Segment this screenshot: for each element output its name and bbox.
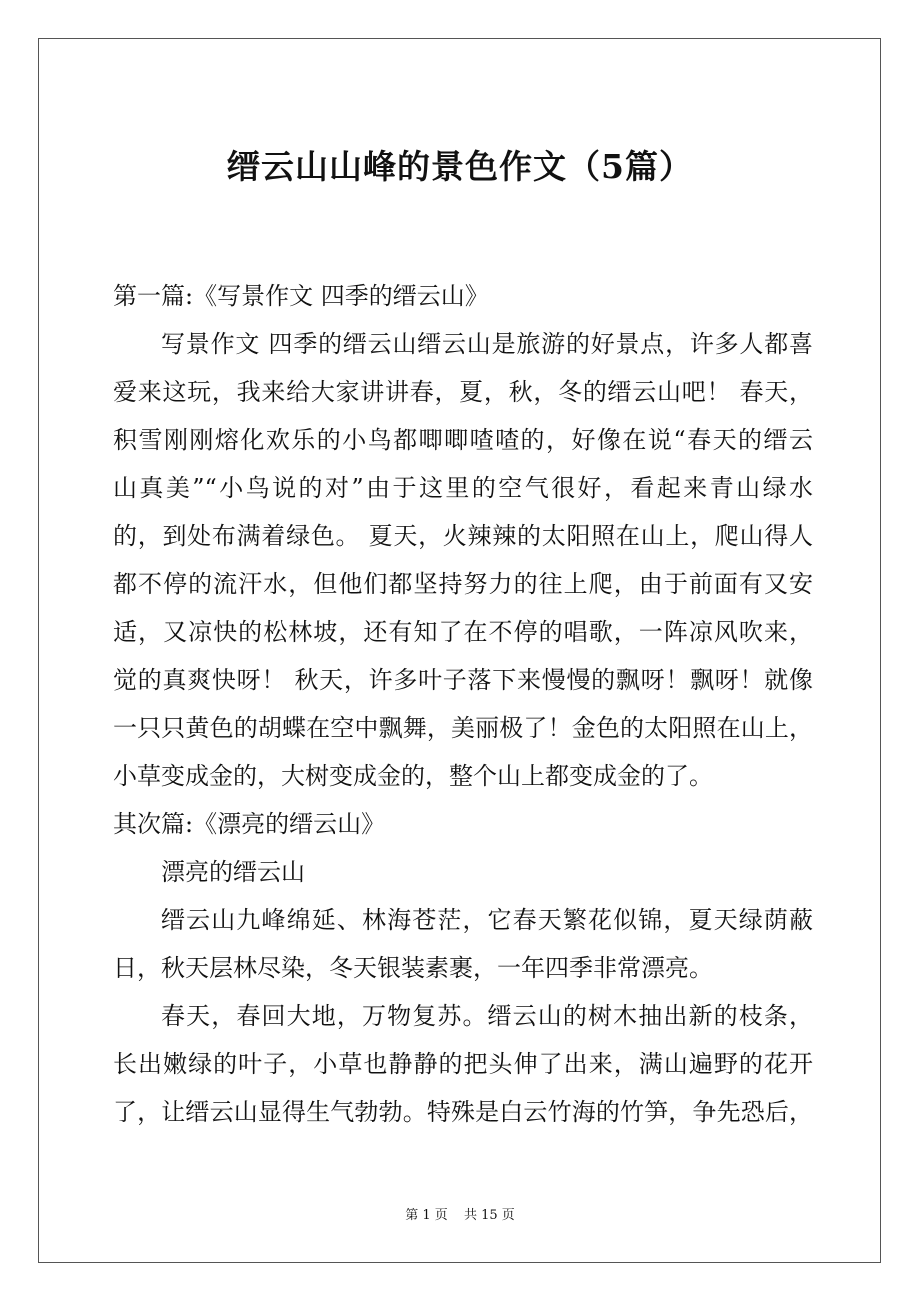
document-body [113, 272, 813, 1136]
paragraph-line: 了，让缙云山显得生气勃勃。特殊是白云竹海的竹笋，争先恐后， [113, 1098, 813, 1126]
page-number: 第 1 页 [405, 1208, 448, 1223]
page-total: 共 15 页 [463, 1208, 515, 1223]
subtitle-line: 漂亮的缙云山 [161, 858, 305, 886]
paragraph-line: 适，又凉快的松林坡，还有知了在不停的唱歌，一阵凉风吹来， [113, 618, 813, 646]
document-title: 缙云山山峰的景色作文（5篇） [227, 147, 693, 186]
paragraph-line: 写景作文 四季的缙云山缙云山是旅游的好景点，许多人都喜 [161, 330, 813, 358]
paragraph-line: 山真美”“小鸟说的对”由于这里的空气很好，看起来青山绿水 [113, 474, 813, 502]
section-heading-2: 其次篇:《漂亮的缙云山》 [113, 810, 386, 838]
paragraph-line: 小草变成金的，大树变成金的，整个山上都变成金的了。 [113, 762, 713, 790]
paragraph-line: 爱来这玩，我来给大家讲讲春，夏，秋，冬的缙云山吧！ 春天， [113, 378, 813, 406]
section-heading-1: 第一篇:《写景作文 四季的缙云山》 [113, 282, 489, 310]
paragraph-line: 都不停的流汗水，但他们都坚持努力的往上爬，由于前面有又安 [113, 570, 813, 598]
paragraph-line: 缙云山九峰绵延、林海苍茫，它春天繁花似锦，夏天绿荫蔽 [161, 906, 813, 934]
paragraph-line: 的，到处布满着绿色。 夏天，火辣辣的太阳照在山上，爬山得人 [113, 522, 813, 550]
paragraph-line: 长出嫩绿的叶子，小草也静静的把头伸了出来，满山遍野的花开 [113, 1050, 813, 1078]
page-footer [0, 1206, 920, 1226]
paragraph-line: 积雪刚刚熔化欢乐的小鸟都唧唧喳喳的，好像在说“春天的缙云 [113, 426, 813, 454]
paragraph-line: 觉的真爽快呀！ 秋天，许多叶子落下来慢慢的飘呀！飘呀！就像 [113, 666, 813, 694]
paragraph-line: 日，秋天层林尽染，冬天银装素裹，一年四季非常漂亮。 [113, 954, 713, 982]
paragraph-line: 一只只黄色的胡蝶在空中飘舞，美丽极了！金色的太阳照在山上， [113, 714, 813, 742]
paragraph-line: 春天，春回大地，万物复苏。缙云山的树木抽出新的枝条， [161, 1002, 813, 1030]
